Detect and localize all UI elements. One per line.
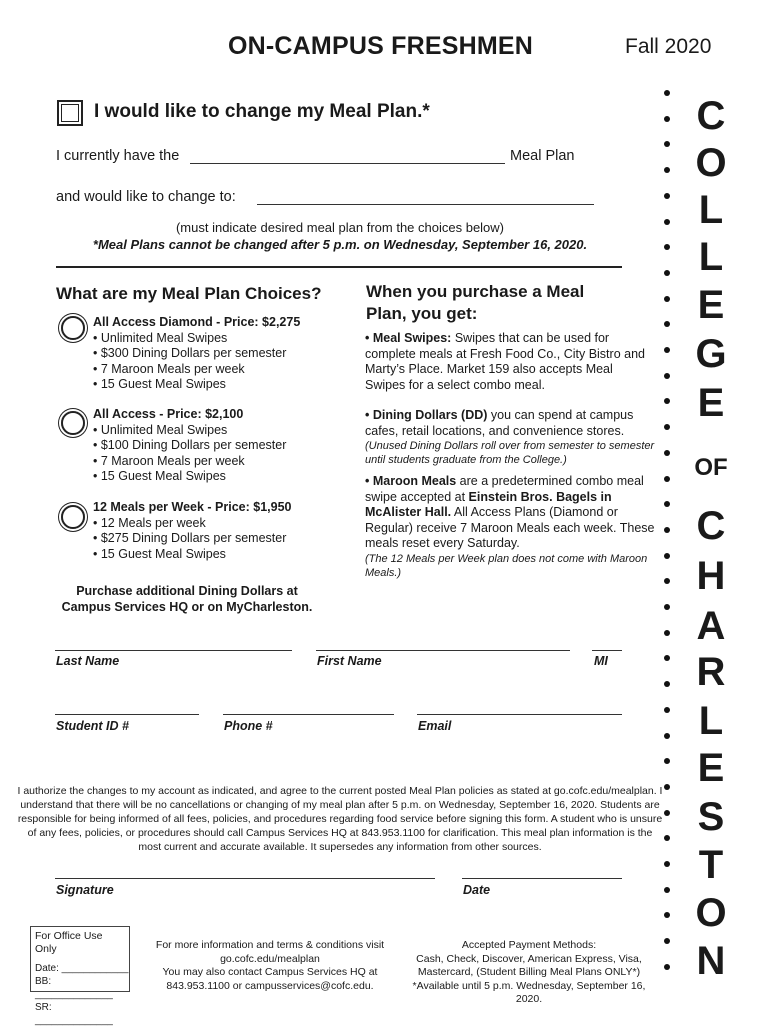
change-to-label: and would like to change to: xyxy=(56,189,236,205)
plan-choice-note: (must indicate desired meal plan from the choices below) xyxy=(175,220,505,235)
term-label: Fall 2020 xyxy=(625,35,712,58)
plan-radio-all-access[interactable] xyxy=(61,411,85,435)
brand-letter: L xyxy=(698,699,724,743)
brand-letter: A xyxy=(696,604,726,648)
brand-letter: T xyxy=(698,843,724,887)
change-plan-title: I would like to change my Meal Plan.* xyxy=(94,101,430,122)
payment-methods xyxy=(398,939,660,1007)
bullet-dot xyxy=(664,219,670,225)
plan-feature: • Unlimited Meal Swipes xyxy=(93,422,228,437)
more-info-contact: 843.953.1100 or campusservices@cofc.edu. xyxy=(166,979,374,992)
bullet-dot xyxy=(664,655,670,661)
bullet-dot xyxy=(664,450,670,456)
plan-feature: • $275 Dining Dollars per semester xyxy=(93,531,287,545)
last-name-label: Last Name xyxy=(56,654,120,668)
plan-feature: • $300 Dining Dollars per semester xyxy=(93,346,287,360)
brand-letter: O xyxy=(695,141,727,185)
phone-field[interactable] xyxy=(223,714,394,715)
maroon-meals-text: are a predetermined combo meal swipe accepted at xyxy=(365,474,644,504)
brand-letter: C xyxy=(696,94,726,138)
plan-diamond xyxy=(93,315,300,393)
deadline-note: *Meal Plans cannot be changed after 5 p.m. on Wednesday, September 16, 2020. xyxy=(92,237,588,252)
signature-label: Signature xyxy=(56,883,114,897)
form-title: ON-CAMPUS FRESHMEN xyxy=(228,32,533,60)
mi-label: MI xyxy=(594,654,608,668)
bullet-dot xyxy=(664,270,670,276)
current-plan-suffix: Meal Plan xyxy=(510,148,575,164)
change-to-field[interactable] xyxy=(257,204,594,205)
current-plan-field[interactable] xyxy=(190,163,505,164)
payment-line: Mastercard, (Student Billing Meal Plans ONLY*) xyxy=(417,966,641,978)
more-info-line: For more information and terms & conditions visit xyxy=(155,939,385,951)
bullet-dot xyxy=(664,193,670,199)
maroon-meals-label: • Maroon Meals xyxy=(365,474,457,488)
student-id-field[interactable] xyxy=(55,714,199,715)
bullet-dot xyxy=(664,758,670,764)
brand-letter: E xyxy=(697,283,725,327)
get-heading: When you purchase a Meal Plan, you get: xyxy=(366,282,585,323)
brand-letter: OF xyxy=(694,454,728,481)
email-label: Email xyxy=(418,719,452,733)
bullet-dot xyxy=(664,835,670,841)
phone-label: Phone # xyxy=(224,719,273,733)
bullet-dot xyxy=(664,527,670,533)
student-id-label: Student ID # xyxy=(56,719,129,733)
payment-title: Accepted Payment Methods: xyxy=(461,939,597,951)
bullet-dot xyxy=(664,810,670,816)
plan-12-meals xyxy=(93,500,292,562)
dining-dollars-label: • Dining Dollars (DD) xyxy=(365,408,488,422)
plan-feature: • 7 Maroon Meals per week xyxy=(93,361,245,376)
bullet-dot xyxy=(664,707,670,713)
plan-title: 12 Meals per Week - Price: $1,950 xyxy=(93,500,292,514)
payment-line: Cash, Check, Discover, American Express, Visa, xyxy=(416,952,642,965)
change-plan-checkbox[interactable] xyxy=(57,100,83,126)
plan-feature: • 12 Meals per week xyxy=(93,515,206,530)
bullet-dot xyxy=(664,90,670,96)
brand-letter: L xyxy=(698,188,724,232)
section-divider xyxy=(56,266,622,268)
office-sr: SR: ______________ xyxy=(35,1002,113,1026)
plan-feature: • $100 Dining Dollars per semester xyxy=(93,438,287,452)
bullet-dot xyxy=(664,167,670,173)
bullet-dot xyxy=(664,630,670,636)
brand-letter: E xyxy=(697,381,725,425)
bullet-dot xyxy=(664,861,670,867)
bullet-dot xyxy=(664,141,670,147)
bullet-dot xyxy=(664,321,670,327)
bullet-dot xyxy=(664,116,670,122)
bullet-dot xyxy=(664,501,670,507)
brand-letter: H xyxy=(696,554,726,598)
more-info-line: You may also contact Campus Services HQ at xyxy=(162,966,378,978)
bullet-dot xyxy=(664,296,670,302)
bullet-dot xyxy=(664,424,670,430)
meal-swipes-text: Swipes that can be used for complete meals at Fresh Food Co., City Bistro and Marty’s Place. Market 159 also accepts Meal Swipes for a select combo meal. xyxy=(365,331,645,392)
office-use-box xyxy=(30,926,130,1026)
plan-all-access xyxy=(93,407,286,485)
plan-feature: • 7 Maroon Meals per week xyxy=(93,453,245,468)
office-date: Date: ____________ xyxy=(35,963,129,974)
more-info xyxy=(150,939,390,993)
last-name-field[interactable] xyxy=(55,650,292,651)
authorization-text: I authorize the changes to my account as indicated, and agree to the current posted Meal Plan policies as stated at go.cofc.edu/mealplan. I understand that there will be no cancellations or changing of my meal plan after 5 p.m. on Wednesday, September 16, 2020. Students are responsible for being informed of all fees, policies, and procedures regarding food service before signing this form. A student who is unsure of any fees, policies, or procedures should call Campus Services HQ at 843.953.1100 for clarification. This meal plan information is the most current and accurate available. It supersedes any information from other sources. xyxy=(17,785,663,853)
plan-radio-12-meals[interactable] xyxy=(61,505,85,529)
bullet-dot xyxy=(664,938,670,944)
brand-letter: C xyxy=(696,504,726,548)
bullet-dot xyxy=(664,912,670,918)
brand-letter: E xyxy=(697,746,725,790)
bullet-dot xyxy=(664,784,670,790)
purchase-note: Purchase additional Dining Dollars at Campus Services HQ or on MyCharleston. xyxy=(61,584,313,614)
brand-letter: G xyxy=(695,332,727,376)
choices-heading: What are my Meal Plan Choices? xyxy=(56,284,322,303)
bullet-dot xyxy=(664,578,670,584)
brand-letter: S xyxy=(697,795,725,839)
payment-line: *Available until 5 p.m. Wednesday, September 16, 2020. xyxy=(412,979,646,1005)
bullet-dot xyxy=(664,398,670,404)
maroon-meals-note: (The 12 Meals per Week plan does not come with Maroon Meals.) xyxy=(365,552,648,579)
plan-feature: • Unlimited Meal Swipes xyxy=(93,330,228,345)
bullet-dot xyxy=(664,604,670,610)
plan-radio-diamond[interactable] xyxy=(61,316,85,340)
plan-feature: • 15 Guest Meal Swipes xyxy=(93,469,226,483)
maroon-meals-text2: All Access Plans (Diamond or Regular) receive 7 Maroon Meals each week. These meals reset every Saturday. xyxy=(365,505,655,550)
date-field[interactable] xyxy=(462,878,622,879)
dining-dollars-note: (Unused Dining Dollars roll over from semester to semester until students graduate from the College.) xyxy=(365,440,655,466)
brand-letter: R xyxy=(696,650,726,694)
bullet-dot xyxy=(664,553,670,559)
bullet-dot xyxy=(664,964,670,970)
plan-feature: • 15 Guest Meal Swipes xyxy=(93,377,226,391)
email-field[interactable] xyxy=(417,714,622,715)
brand-letter: O xyxy=(695,891,727,935)
maroon-meals-location: Einstein Bros. Bagels in McAlister Hall. xyxy=(365,489,612,519)
first-name-label: First Name xyxy=(317,654,382,668)
office-bb: BB: ______________ xyxy=(35,976,113,1000)
plan-title: All Access - Price: $2,100 xyxy=(93,407,244,421)
maroon-meals-desc xyxy=(365,474,655,580)
brand-letter: L xyxy=(698,235,724,279)
more-info-url[interactable]: go.cofc.edu/mealplan xyxy=(220,952,320,965)
mi-field[interactable] xyxy=(592,650,622,651)
bullet-dot xyxy=(664,733,670,739)
bullet-dot xyxy=(664,347,670,353)
dining-dollars-text: you can spend at campus cafes, retail locations, and convenience stores. xyxy=(365,408,634,438)
dining-dollars-desc xyxy=(365,408,655,467)
plan-feature: • 15 Guest Meal Swipes xyxy=(93,546,226,561)
signature-field[interactable] xyxy=(55,878,435,879)
bullet-dot xyxy=(664,681,670,687)
meal-swipes-desc xyxy=(365,331,655,393)
bullet-dot xyxy=(664,476,670,482)
brand-letter: N xyxy=(696,939,726,983)
bullet-dot xyxy=(664,887,670,893)
plan-title: All Access Diamond - Price: $2,275 xyxy=(93,315,301,329)
date-label: Date xyxy=(463,883,491,897)
bullet-dot xyxy=(664,373,670,379)
office-use-title: For Office Use Only xyxy=(35,930,103,955)
first-name-field[interactable] xyxy=(316,650,570,651)
meal-swipes-label: • Meal Swipes: xyxy=(365,331,452,345)
current-plan-prefix: I currently have the xyxy=(56,148,180,164)
